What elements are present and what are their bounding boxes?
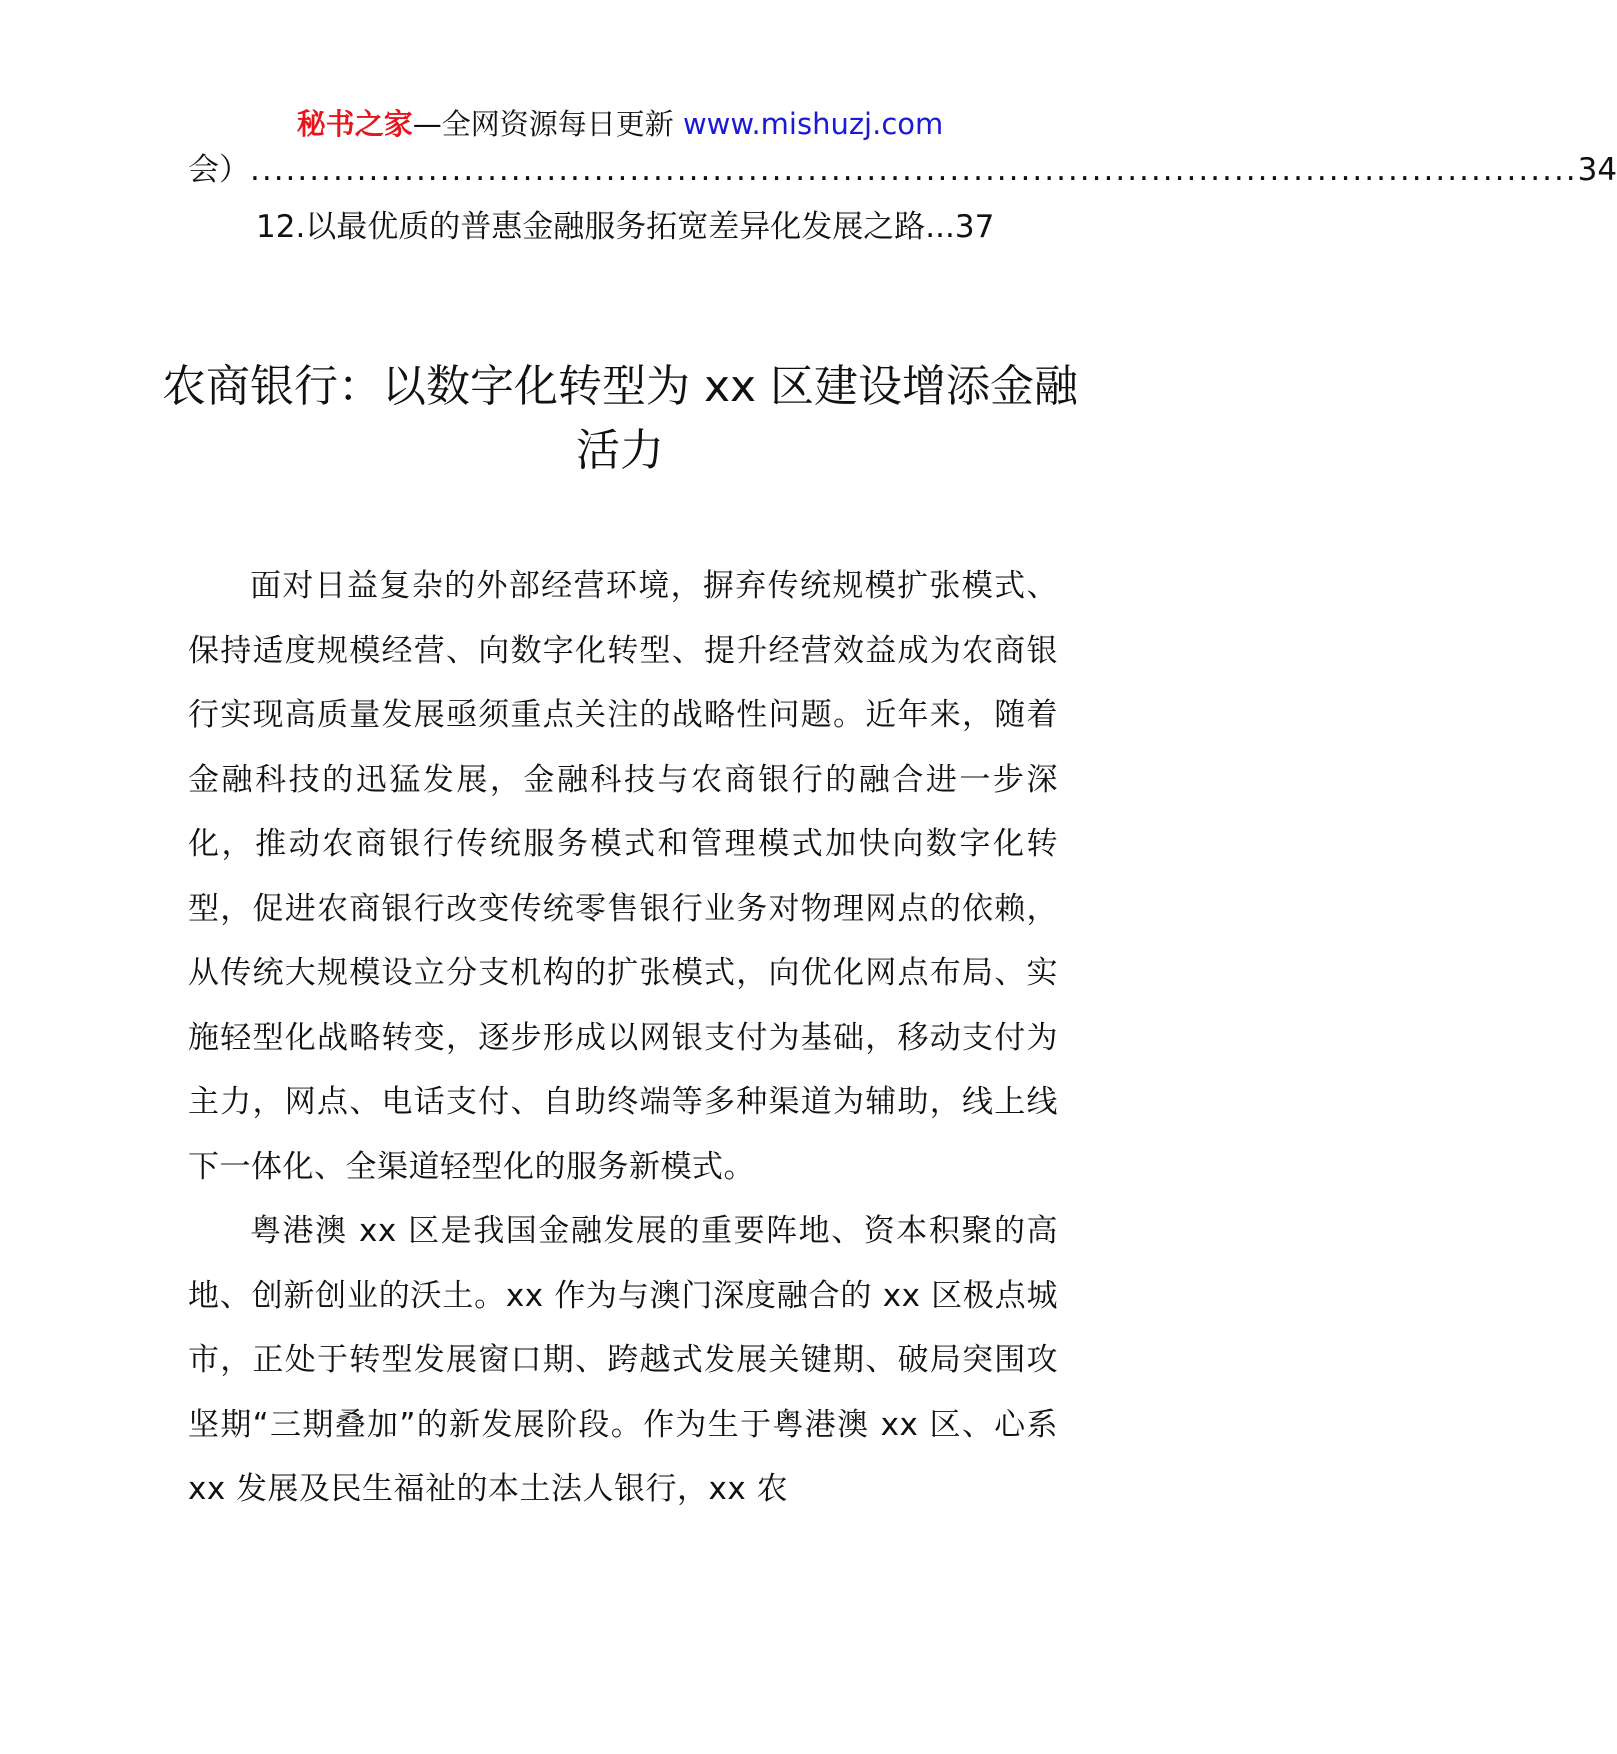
header-tagline: —全网资源每日更新	[412, 107, 683, 141]
toc-entry-11[interactable]	[188, 150, 1617, 190]
toc-leader-dots: ................................................................................................................	[250, 152, 1578, 188]
site-header	[0, 104, 1240, 144]
body-paragraph: 面对日益复杂的外部经营环境，摒弃传统规模扩张模式、保持适度规模经营、向数字化转型、提升经营效益成为农商银行实现高质量发展亟须重点关注的战略性问题。近年来，随着金融科技的迅猛发展，金融科技与农商银行的融合进一步深化，推动农商银行传统服务模式和管理模式加快向数字化转型，促进农商银行改变传统零售银行业务对物理网点的依赖，从传统大规模设立分支机构的扩张模式，向优化网点布局、实施轻型化战略转变，逐步形成以网银支付为基础，移动支付为主力，网点、电话支付、自助终端等多种渠道为辅助，线上线下一体化、全渠道轻型化的服务新模式。	[188, 568, 1058, 1185]
brand-name: 秘书之家	[296, 107, 413, 141]
toc-entry-text: 会）	[188, 152, 250, 188]
article-body	[188, 554, 1058, 1522]
toc-entry-12[interactable]	[188, 207, 1058, 247]
body-paragraph: 粤港澳 xx 区是我国金融发展的重要阵地、资本积聚的高地、创新创业的沃土。xx 作为与澳门深度融合的 xx 区极点城市，正处于转型发展窗口期、跨越式发展关键期、破局突围攻坚期“三期叠加”的新发展阶段。作为生于粤港澳 xx 区、心系 xx 发展及民生福祉的本土法人银行，xx 农	[188, 1213, 1058, 1507]
toc-page-number: 34	[1577, 152, 1617, 188]
site-url-link[interactable]: www.mishuzj.com	[682, 107, 944, 141]
toc-page-number: 37	[954, 209, 995, 245]
toc-entry-text: 12.以最优质的普惠金融服务拓宽差异化发展之路...	[256, 209, 955, 245]
article-title: 农商银行：以数字化转型为 xx 区建设增添金融活力	[161, 361, 1079, 476]
